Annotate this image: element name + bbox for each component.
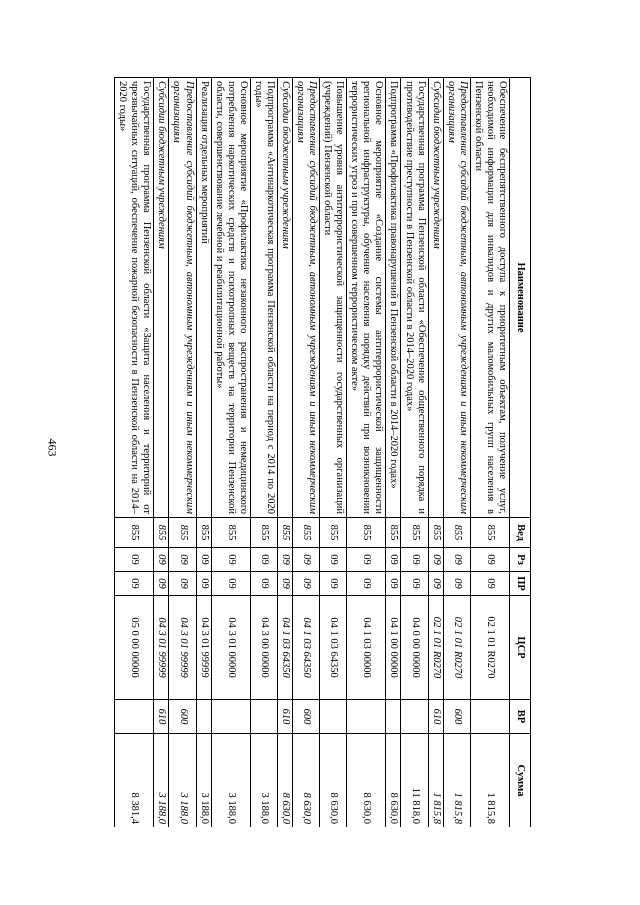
row-sum-cell: 3 188,0 — [154, 734, 169, 828]
row-sum-cell: 8 630,0 — [347, 734, 386, 828]
table-row — [401, 78, 428, 828]
row-ved-cell: 855 — [211, 518, 250, 548]
row-vr-cell — [320, 700, 347, 734]
row-ved-cell: 855 — [386, 518, 401, 548]
row-ved-cell: 855 — [320, 518, 347, 548]
row-ved-cell: 855 — [401, 518, 428, 548]
row-ved-cell: 855 — [115, 518, 154, 548]
row-vr-cell: 610 — [277, 700, 292, 734]
row-rz-cell: 09 — [169, 548, 196, 572]
row-name-cell: Предоставление субсидий бюджетным, автономным учреждениям и иным некоммерческим организациям — [293, 78, 320, 518]
row-pr-cell: 09 — [293, 572, 320, 596]
header-name: Наименование — [510, 78, 531, 518]
row-pr-cell: 09 — [277, 572, 292, 596]
row-sum-cell: 1 815,8 — [428, 734, 443, 828]
row-rz-cell: 09 — [443, 548, 470, 572]
row-pr-cell: 09 — [470, 572, 509, 596]
row-pr-cell: 09 — [211, 572, 250, 596]
row-name-cell: Субсидии бюджетным учреждениям — [428, 78, 443, 518]
header-vr: ВР — [510, 700, 531, 734]
row-csr-cell: 02 1 01 R0270 — [428, 596, 443, 700]
row-name-cell: Государственная программа Пензенской области «Обеспечение общественного порядка и противодействие преступности в Пензенской области в 2014–2020 годах» — [401, 78, 428, 518]
header-sum: Сумма — [510, 734, 531, 828]
row-name-cell: Государственная программа Пензенской области «Защита населения и территорий от чрезвычайных ситуаций, обеспечение пожарной безопасности в Пензенской области на 2014–2020 годы» — [115, 78, 154, 518]
row-rz-cell: 09 — [277, 548, 292, 572]
row-vr-cell — [250, 700, 277, 734]
row-name-cell: Субсидии бюджетным учреждениям — [277, 78, 292, 518]
row-name-cell: Подпрограмма «Антинаркотическая программа Пензенской области на период с 2014 по 2020 годы» — [250, 78, 277, 518]
row-pr-cell: 09 — [386, 572, 401, 596]
row-pr-cell: 09 — [401, 572, 428, 596]
row-vr-cell — [115, 700, 154, 734]
row-sum-cell: 11 818,0 — [401, 734, 428, 828]
row-csr-cell: 04 0 00 00000 — [401, 596, 428, 700]
row-ved-cell: 855 — [169, 518, 196, 548]
row-name-cell: Основное мероприятие «Создание системы антитеррористической защищенности региональной инфраструктуры, обучение населения порядку действий при возникновении террористических угроз и при совершенном террористическом акте» — [347, 78, 386, 518]
table-body — [115, 78, 510, 828]
row-ved-cell: 855 — [250, 518, 277, 548]
row-ved-cell: 855 — [277, 518, 292, 548]
row-csr-cell: 02 1 01 R0270 — [470, 596, 509, 700]
row-vr-cell — [401, 700, 428, 734]
row-name-cell: Предоставление субсидий бюджетным, автономным учреждениям и иным некоммерческим организациям — [169, 78, 196, 518]
table-container — [76, 77, 531, 827]
table-row — [169, 78, 196, 828]
table-row — [277, 78, 292, 828]
table-row — [428, 78, 443, 828]
row-vr-cell — [196, 700, 211, 734]
row-csr-cell: 04 3 00 00000 — [250, 596, 277, 700]
table-row — [470, 78, 509, 828]
row-ved-cell: 855 — [428, 518, 443, 548]
row-ved-cell: 855 — [154, 518, 169, 548]
table-row — [293, 78, 320, 828]
row-rz-cell: 09 — [428, 548, 443, 572]
row-rz-cell: 09 — [115, 548, 154, 572]
row-rz-cell: 09 — [196, 548, 211, 572]
header-ved: Вед — [510, 518, 531, 548]
row-vr-cell: 600 — [293, 700, 320, 734]
row-rz-cell: 09 — [154, 548, 169, 572]
row-csr-cell: 04 3 01 00000 — [211, 596, 250, 700]
row-pr-cell: 09 — [428, 572, 443, 596]
row-sum-cell: 1 815,8 — [443, 734, 470, 828]
row-name-cell: Подпрограмма «Профилактика правонарушений в Пензенской области в 2014–2020 годах» — [386, 78, 401, 518]
row-sum-cell: 8 630,0 — [320, 734, 347, 828]
row-ved-cell: 855 — [470, 518, 509, 548]
row-ved-cell: 855 — [293, 518, 320, 548]
row-pr-cell: 09 — [250, 572, 277, 596]
row-ved-cell: 855 — [196, 518, 211, 548]
budget-table — [114, 77, 531, 827]
row-ved-cell: 855 — [347, 518, 386, 548]
table-row — [154, 78, 169, 828]
row-name-cell: Предоставление субсидий бюджетным, автономным учреждениям и иным некоммерческим организациям — [443, 78, 470, 518]
row-pr-cell: 09 — [196, 572, 211, 596]
row-csr-cell: 04 3 01 99999 — [196, 596, 211, 700]
row-vr-cell: 600 — [169, 700, 196, 734]
row-csr-cell: 04 1 00 00000 — [386, 596, 401, 700]
table-row — [320, 78, 347, 828]
table-row — [115, 78, 154, 828]
row-csr-cell: 04 1 03 64350 — [277, 596, 292, 700]
table-row — [250, 78, 277, 828]
header-rz: Рз — [510, 548, 531, 572]
table-row — [443, 78, 470, 828]
row-rz-cell: 09 — [250, 548, 277, 572]
row-vr-cell: 600 — [443, 700, 470, 734]
row-rz-cell: 09 — [347, 548, 386, 572]
row-csr-cell: 04 3 01 99999 — [169, 596, 196, 700]
table-row — [347, 78, 386, 828]
row-pr-cell: 09 — [443, 572, 470, 596]
table-row — [196, 78, 211, 828]
row-sum-cell: 3 188,0 — [169, 734, 196, 828]
row-name-cell: Повышение уровня антитеррористической защищенности государственных организаций (учреждений) Пензенской области — [320, 78, 347, 518]
row-pr-cell: 09 — [169, 572, 196, 596]
row-vr-cell: 610 — [154, 700, 169, 734]
row-sum-cell: 3 188,0 — [211, 734, 250, 828]
row-vr-cell — [211, 700, 250, 734]
row-sum-cell: 1 815,8 — [470, 734, 509, 828]
row-pr-cell: 09 — [115, 572, 154, 596]
row-vr-cell: 610 — [428, 700, 443, 734]
row-vr-cell — [470, 700, 509, 734]
row-pr-cell: 09 — [347, 572, 386, 596]
row-sum-cell: 3 188,0 — [196, 734, 211, 828]
row-sum-cell: 8 630,0 — [277, 734, 292, 828]
row-csr-cell: 02 1 01 R0270 — [443, 596, 470, 700]
row-sum-cell: 8 381,4 — [115, 734, 154, 828]
row-vr-cell — [386, 700, 401, 734]
row-sum-cell: 3 188,0 — [250, 734, 277, 828]
row-vr-cell — [347, 700, 386, 734]
row-rz-cell: 09 — [470, 548, 509, 572]
row-name-cell: Субсидии бюджетным учреждениям — [154, 78, 169, 518]
table-row — [386, 78, 401, 828]
row-rz-cell: 09 — [386, 548, 401, 572]
row-sum-cell: 8 630,0 — [293, 734, 320, 828]
row-ved-cell: 855 — [443, 518, 470, 548]
row-name-cell: Обеспечение беспрепятственного доступа к приоритетным объектам, получение услуг, необходимой информации для инвалидов и других маломобильных групп населения в Пензенской области — [470, 78, 509, 518]
row-csr-cell: 04 3 01 99999 — [154, 596, 169, 700]
header-row — [510, 78, 531, 828]
row-rz-cell: 09 — [293, 548, 320, 572]
header-csr: ЦСР — [510, 596, 531, 700]
row-pr-cell: 09 — [154, 572, 169, 596]
row-pr-cell: 09 — [320, 572, 347, 596]
row-rz-cell: 09 — [320, 548, 347, 572]
row-rz-cell: 09 — [211, 548, 250, 572]
row-csr-cell: 05 0 00 00000 — [115, 596, 154, 700]
row-csr-cell: 04 1 03 00000 — [347, 596, 386, 700]
table-row — [211, 78, 250, 828]
row-csr-cell: 04 1 03 64350 — [320, 596, 347, 700]
row-name-cell: Основное мероприятие «Профилактика незаконного распространения и немедицинского потребления наркотических средств и психотропных веществ на территории Пензенской области, совершенствование лечебной и реабилитационной работы» — [211, 78, 250, 518]
header-pr: ПР — [510, 572, 531, 596]
page-number: 463 — [45, 438, 60, 457]
row-name-cell: Реализация отдельных мероприятий — [196, 78, 211, 518]
row-csr-cell: 04 1 03 64350 — [293, 596, 320, 700]
rotated-page-area — [76, 77, 531, 827]
row-sum-cell: 8 630,0 — [386, 734, 401, 828]
row-rz-cell: 09 — [401, 548, 428, 572]
